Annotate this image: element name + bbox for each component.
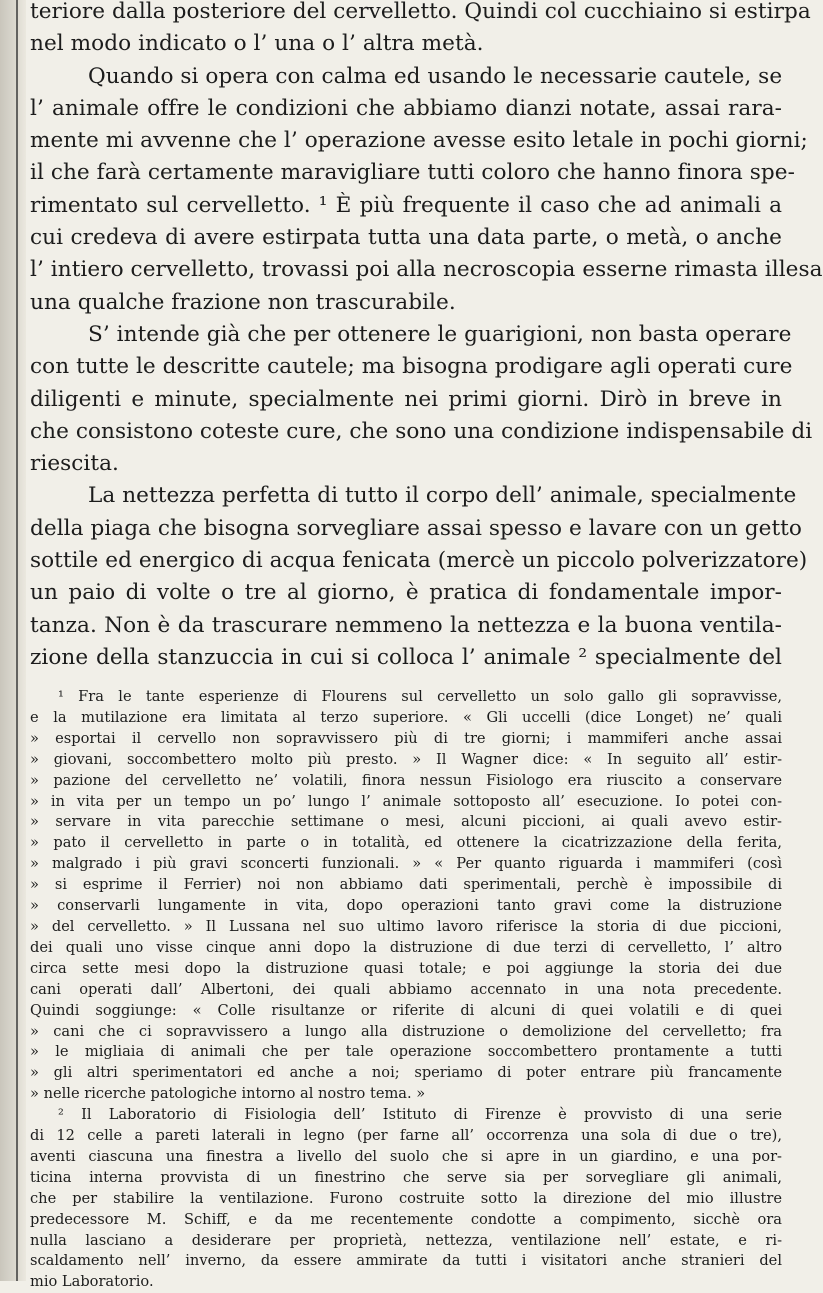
footnote-line: predecessore M. Schiff, e da me recentemente condotte a compimento, sicchè ora bbox=[30, 1210, 782, 1228]
footnote-line: » esportai il cervello non sopravvissero più di tre giorni; i mammiferi anche assai bbox=[30, 729, 782, 747]
footnote-line: » gli altri sperimentatori ed anche a noi; speriamo di poter entrare più francamente bbox=[30, 1064, 782, 1082]
main-line: rimentato sul cervelletto. ¹ È più frequente il caso che ad animali a bbox=[30, 192, 782, 218]
footnote-line: » servare in vita parecchie settimane o mesi, alcuni piccioni, ai quali avevo estir- bbox=[30, 813, 782, 831]
footnote-line: scaldamento nell’ inverno, da essere ammirate da tutti i visitatori anche stranieri del bbox=[30, 1252, 782, 1270]
footnote-line: circa sette mesi dopo la distruzione quasi totale; e poi aggiunge la storia dei due bbox=[30, 959, 782, 977]
main-line: diligenti e minute, specialmente nei primi giorni. Dirò in breve in bbox=[30, 386, 782, 412]
footnote-line: » conservarli lungamente in vita, dopo operazioni tanto gravi come la distruzione bbox=[30, 897, 782, 915]
main-line: il che farà certamente maravigliare tutti coloro che hanno finora spe- bbox=[30, 160, 795, 186]
main-line: nel modo indicato o l’ una o l’ altra metà. bbox=[30, 31, 484, 57]
footnote-line: » giovani, soccombettero molto più presto. » Il Wagner dice: « In seguito all’ estir- bbox=[30, 750, 782, 768]
main-line: zione della stanzuccia in cui si colloca l’ animale ² specialmente del bbox=[30, 644, 782, 670]
footnote-line: di 12 celle a pareti laterali in legno (per farne all’ occorrenza una sola di due o tre), bbox=[30, 1127, 782, 1145]
main-line: l’ intiero cervelletto, trovassi poi alla necroscopia esserne rimasta illesa bbox=[30, 257, 823, 283]
main-line: teriore dalla posteriore del cervelletto. Quindi col cucchiaino si estirpa bbox=[30, 0, 811, 24]
footnote-line: nulla lasciano a desiderare per proprietà, nettezza, ventilazione nell’ estate, e ri- bbox=[30, 1231, 782, 1249]
footnote-line: ¹ Fra le tante esperienze di Flourens sul cervelletto un solo gallo gli sopravvisse, bbox=[58, 688, 782, 705]
main-line: riescita. bbox=[30, 451, 119, 477]
main-line: l’ animale offre le condizioni che abbiamo dianzi notate, assai rara- bbox=[30, 95, 782, 121]
footnote-line: » pazione del cervelletto ne’ volatili, finora nessun Fisiologo era riuscito a conservare bbox=[30, 771, 782, 789]
main-line: un paio di volte o tre al giorno, è pratica di fondamentale impor- bbox=[30, 580, 782, 606]
main-line: sottile ed energico di acqua fenicata (mercè un piccolo polverizzatore) bbox=[30, 548, 808, 574]
footnotes bbox=[30, 687, 782, 1293]
footnote-line: » in vita per un tempo un po’ lungo l’ animale sottoposto all’ esecuzione. Io potei con- bbox=[30, 792, 782, 810]
main-text bbox=[30, 0, 823, 674]
footnote-line: ² Il Laboratorio di Fisiologia dell’ Istituto di Firenze è provvisto di una serie bbox=[58, 1106, 782, 1124]
footnote-line: aventi ciascuna una finestra a livello del suolo che si apre in un giardino, e una por- bbox=[30, 1147, 782, 1165]
book-page bbox=[30, 0, 823, 1291]
main-line: mente mi avvenne che l’ operazione avesse esito letale in pochi giorni; bbox=[30, 128, 808, 154]
main-line: della piaga che bisogna sorvegliare assai spesso e lavare con un getto bbox=[30, 515, 802, 541]
main-line: S’ intende già che per ottenere le guarigioni, non basta operare bbox=[88, 321, 792, 347]
footnote-line: che per stabilire la ventilazione. Furono costruite sotto la direzione del mio illustre bbox=[30, 1189, 782, 1207]
footnote-line: cani operati dall’ Albertoni, dei quali abbiamo accennato in una nota precedente. bbox=[30, 980, 782, 998]
footnote-line: mio Laboratorio. bbox=[30, 1273, 154, 1291]
footnote-line: ticina interna provvista di un finestrino che serve sia per sorvegliare gli animali, bbox=[30, 1168, 782, 1186]
footnote-line: e la mutilazione era limitata al terzo superiore. « Gli uccelli (dice Longet) ne’ quali bbox=[30, 708, 782, 726]
main-line: che consistono coteste cure, che sono una condizione indispensabile di bbox=[30, 418, 813, 444]
footnote-line: » cani che ci sopravvissero a lungo alla distruzione o demolizione del cervelletto; fra bbox=[30, 1022, 782, 1040]
footnote-line: » nelle ricerche patologiche intorno al nostro tema. » bbox=[30, 1085, 426, 1103]
footnote-line: dei quali uno visse cinque anni dopo la distruzione di due terzi di cervelletto, l’ altro bbox=[30, 938, 782, 956]
main-line: Quando si opera con calma ed usando le necessarie cautele, se bbox=[88, 63, 783, 89]
main-line: con tutte le descritte cautele; ma bisogna prodigare agli operati cure bbox=[30, 354, 793, 380]
footnote-line: » si esprime il Ferrier) noi non abbiamo dati sperimentali, perchè è impossibile di bbox=[30, 876, 782, 894]
binding-gutter bbox=[0, 0, 26, 1281]
main-line: una qualche frazione non trascurabile. bbox=[30, 289, 456, 315]
footnote-line: » malgrado i più gravi sconcerti funzionali. » « Per quanto riguarda i mammiferi (così bbox=[30, 855, 782, 873]
main-line: cui credeva di avere estirpata tutta una data parte, o metà, o anche bbox=[30, 225, 782, 251]
main-line: La nettezza perfetta di tutto il corpo dell’ animale, specialmente bbox=[88, 483, 797, 509]
footnote-line: » le migliaia di animali che per tale operazione soccombettero prontamente a tutti bbox=[30, 1043, 782, 1061]
main-line: tanza. Non è da trascurare nemmeno la nettezza e la buona ventila- bbox=[30, 612, 782, 638]
footnote-line: » del cervelletto. » Il Lussana nel suo ultimo lavoro riferisce la storia di due piccioni, bbox=[30, 917, 782, 935]
footnote-line: Quindi soggiunge: « Colle risultanze or riferite di alcuni di quei volatili e di quei bbox=[30, 1001, 782, 1019]
gutter-rule bbox=[16, 0, 18, 1281]
footnote-line: » pato il cervelletto in parte o in totalità, ed ottenere la cicatrizzazione della ferita, bbox=[30, 834, 782, 852]
